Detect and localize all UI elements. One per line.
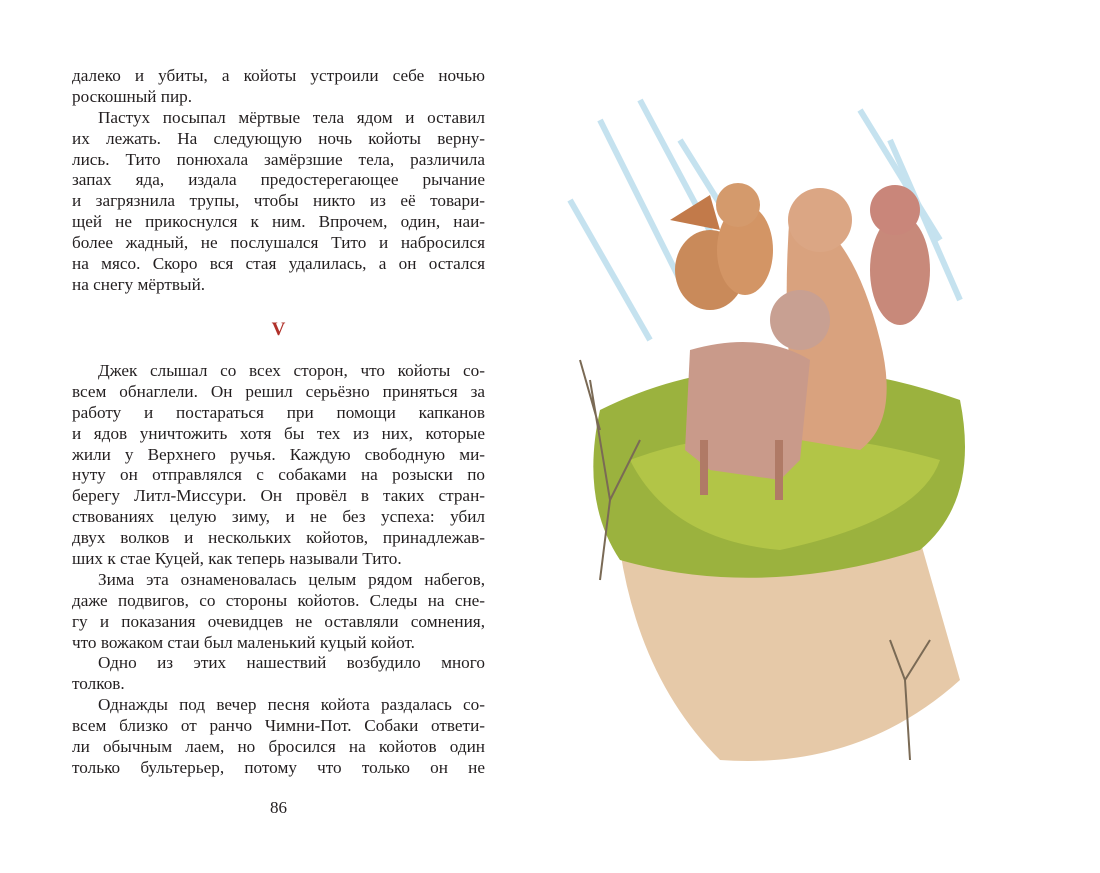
text-line: более жадный, не послушался Тито и набросился	[72, 233, 485, 253]
text-line: на мясо. Скоро вся стая удалилась, а он остался	[72, 254, 485, 274]
text-line: жили у Верхнего ручья. Каждую свободную ми-	[72, 444, 485, 464]
text-block-bottom	[72, 361, 485, 779]
text-line: Однажды под вечер песня койота раздалась со-	[98, 695, 485, 715]
text-line: ли обычным лаем, но бросился на койотов один	[72, 737, 485, 757]
text-line: и ядов уничтожить хотя бы тех из них, которые	[72, 423, 485, 443]
text-line: нуту он отправлялся с собаками на розыски по	[72, 465, 485, 485]
coyote-back-center	[716, 183, 773, 295]
page-number: 86	[270, 798, 287, 817]
text-line: ствованиях целую зиму, и не без успеха: убил	[72, 507, 485, 527]
text-line: лись. Тито понюхала замёрзшие тела, различила	[72, 149, 485, 169]
text-line: Джек слышал со всех сторон, что койоты со-	[98, 361, 485, 380]
text-line: берегу Литл-Миссури. Он провёл в таких стран-	[72, 486, 485, 506]
text-line: запах яда, издала предостерегающее рычание	[72, 170, 485, 190]
text-line: даже подвигов, со стороны койотов. Следы на сне-	[72, 590, 485, 610]
text-line: Зима эта ознаменовалась целым рядом набегов,	[98, 569, 485, 589]
text-line: всем обнаглели. Он решил серьёзно приняться за	[72, 381, 485, 401]
text-line: гу и показания очевидцев не оставляли сомнения,	[72, 611, 485, 631]
text-line: толков.	[72, 674, 125, 694]
text-line: работу и постараться при помощи капканов	[72, 402, 485, 422]
text-line: Пастух посыпал мёртвые тела ядом и оставил	[98, 107, 485, 127]
coyote-pack-illustration	[560, 80, 980, 780]
text-line: роскошный пир.	[72, 86, 193, 106]
text-line: далеко и убиты, а койоты устроили себе ночью	[72, 66, 485, 85]
text-line: двух волков и нескольких койотов, принадлежав-	[72, 528, 485, 548]
text-line: ших к стае Куцей, как теперь называли Тито.	[72, 549, 402, 569]
text-line: всем близко от ранчо Чимни-Пот. Собаки ответи-	[72, 716, 485, 736]
text-line: щей не прикоснулся к ним. Впрочем, один, наи-	[72, 212, 485, 232]
text-line: и загрязнила трупы, чтобы никто из её товари-	[72, 191, 485, 211]
text-line: на снегу мёртвый.	[72, 274, 206, 294]
text-line: только бультерьер, потому что только он не	[72, 757, 485, 777]
text-line: их лежать. На следующую ночь койоты верну-	[72, 128, 485, 148]
text-line: что вожаком стаи был маленький куцый койот.	[72, 632, 415, 652]
text-line: Одно из этих нашествий возбудило много	[98, 653, 485, 673]
chapter-heading: V	[271, 319, 286, 340]
text-block-top	[72, 66, 485, 296]
